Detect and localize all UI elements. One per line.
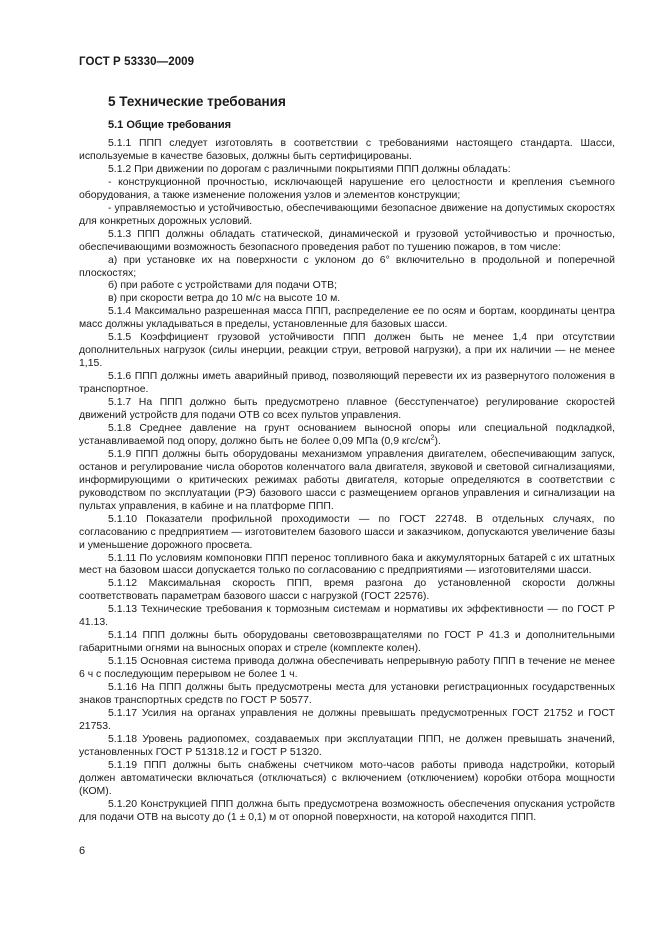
paragraph-5-1-16: 5.1.16 На ППП должны быть предусмотрены места для установки регистрационных государственных знаков транспортных средств по ГОСТ Р 50577. (79, 682, 615, 706)
paragraph-5-1-18: 5.1.18 Уровень радиопомех, создаваемых при эксплуатации ППП, не должен превышать значений, установленных ГОСТ Р 51318.12 и ГОСТ Р 51320. (79, 733, 615, 758)
paragraph-5-1-14: 5.1.14 ППП должны быть оборудованы световозвращателями по ГОСТ Р 41.3 и дополнительными габаритными огнями на выносных опорах и стреле (комплекте колен). (79, 630, 615, 655)
paragraph-5-1-5: 5.1.5 Коэффициент грузовой устойчивости ППП должен быть не менее 1,4 при отсутствии дополнительных нагрузок (силы инерции, реакции струи, ветровой нагрузки), а при их наличии — не менее 1,15. (79, 332, 615, 370)
list-item-strength: - конструкционной прочностью, исключающей нарушение его целостности и крепления съемного оборудования, а также изменение положения узлов и элементов конструкции; (79, 176, 615, 201)
page-number: 6 (79, 845, 86, 857)
paragraph-5-1-3: 5.1.3 ППП должны обладать статической, динамической и грузовой устойчивостью и прочностью, обеспечивающими возможность безопасного проведения работ по тушению пожаров, в том числе: (79, 228, 615, 253)
subsection-title: 5.1 Общие требования (108, 119, 232, 131)
paragraph-5-1-8-tail: ). (434, 435, 441, 447)
paragraph-5-1-13: 5.1.13 Технические требования к тормозным системам и нормативы их эффективности — по ГОСТ Р 41.13. (79, 604, 615, 629)
paragraph-5-1-8-text: 5.1.8 Среднее давление на грунт основанием выносной опоры или специальной подкладкой, устанавливаемой под опору, должно быть не более 0,09 МПа (0,9 кгс/см (79, 422, 615, 447)
paragraph-5-1-11: 5.1.11 По условиям компоновки ППП перенос топливного бака и аккумуляторных батарей с их штатных мест на базовом шасси допускается только по согласованию с предприятиями — изготовителями шасси. (79, 552, 615, 577)
paragraph-5-1-6: 5.1.6 ППП должны иметь аварийный привод, позволяющий перевести их из развернутого положения в транспортное. (79, 371, 615, 396)
list-item-a: а) при установке их на поверхности с уклоном до 6° включительно в продольной и поперечной плоскостях; (79, 254, 615, 279)
paragraph-5-1-1: 5.1.1 ППП следует изготовлять в соответствии с требованиями настоящего стандарта. Шасси, используемые в качестве базовых, должны быть сертифицированы. (79, 138, 615, 162)
paragraph-5-1-12: 5.1.12 Максимальная скорость ППП, время разгона до установленной скорости должны соответствовать параметрам базового шасси с нагрузкой (ГОСТ 22576). (79, 578, 615, 603)
list-item-v: в) при скорости ветра до 10 м/с на высоте 10 м. (108, 293, 341, 305)
paragraph-5-1-9: 5.1.9 ППП должны быть оборудованы механизмом управления двигателем, обеспечивающим запуск, останов и регулирование числа оборотов коленчатого вала двигателя, звуковой и световой сигнализациями, информирующими о критических режимах работы двигателя, которые определяются в соответствии с руководством по эксплуатации (РЭ) базового шасси с размещением органов управления и сигнализации на пультах управления, в кабине и на платформе ППП. (79, 448, 615, 512)
body-text (79, 138, 615, 825)
section-title: 5 Технические требования (108, 94, 286, 109)
paragraph-5-1-8 (79, 423, 615, 449)
paragraph-5-1-17: 5.1.17 Усилия на органах управления не должны превышать предусмотренных ГОСТ 21752 и ГОСТ 21753. (79, 707, 615, 732)
paragraph-5-1-15: 5.1.15 Основная система привода должна обеспечивать непрерывную работу ППП в течение не менее 6 ч с последующим перерывом не более 1 ч. (79, 656, 615, 681)
document-header: ГОСТ Р 53330—2009 (79, 56, 195, 68)
paragraph-5-1-2: 5.1.2 При движении по дорогам с различными покрытиями ППП должны обладать: (108, 163, 511, 175)
list-item-handling: - управляемостью и устойчивостью, обеспечивающими безопасное движение на допустимых скоростях для конкретных дорожных условий. (79, 202, 615, 227)
list-item-b: б) при работе с устройствами для подачи ОТВ; (108, 280, 338, 292)
paragraph-5-1-19: 5.1.19 ППП должны быть снабжены счетчиком мото-часов работы привода надстройки, который должен автоматически включаться (отключаться) с включением (отключением) коробки отбора мощности (КОМ). (79, 759, 615, 797)
paragraph-5-1-20: 5.1.20 Конструкцией ППП должна быть предусмотрена возможность обеспечения опускания устройств для подачи ОТВ на высоту до (1 ± 0,1) м от опорной поверхности, на которой находится ППП. (79, 798, 615, 823)
paragraph-5-1-4: 5.1.4 Максимально разрешенная масса ППП, распределение ее по осям и бортам, координаты центра масс должны укладываться в пределы, установленные для базовых шасси. (79, 306, 615, 331)
superscript: 2 (430, 434, 435, 442)
paragraph-5-1-7: 5.1.7 На ППП должно быть предусмотрено плавное (бесступенчатое) регулирование скоростей движений устройств для подачи ОТВ со всех пультов управления. (79, 397, 615, 422)
paragraph-5-1-10: 5.1.10 Показатели профильной проходимости — по ГОСТ 22748. В отдельных случаях, по согласованию с предприятием — изготовителем базового шасси и заказчиком, допускаются увеличение базы и уменьшение дорожного просвета. (79, 513, 615, 551)
